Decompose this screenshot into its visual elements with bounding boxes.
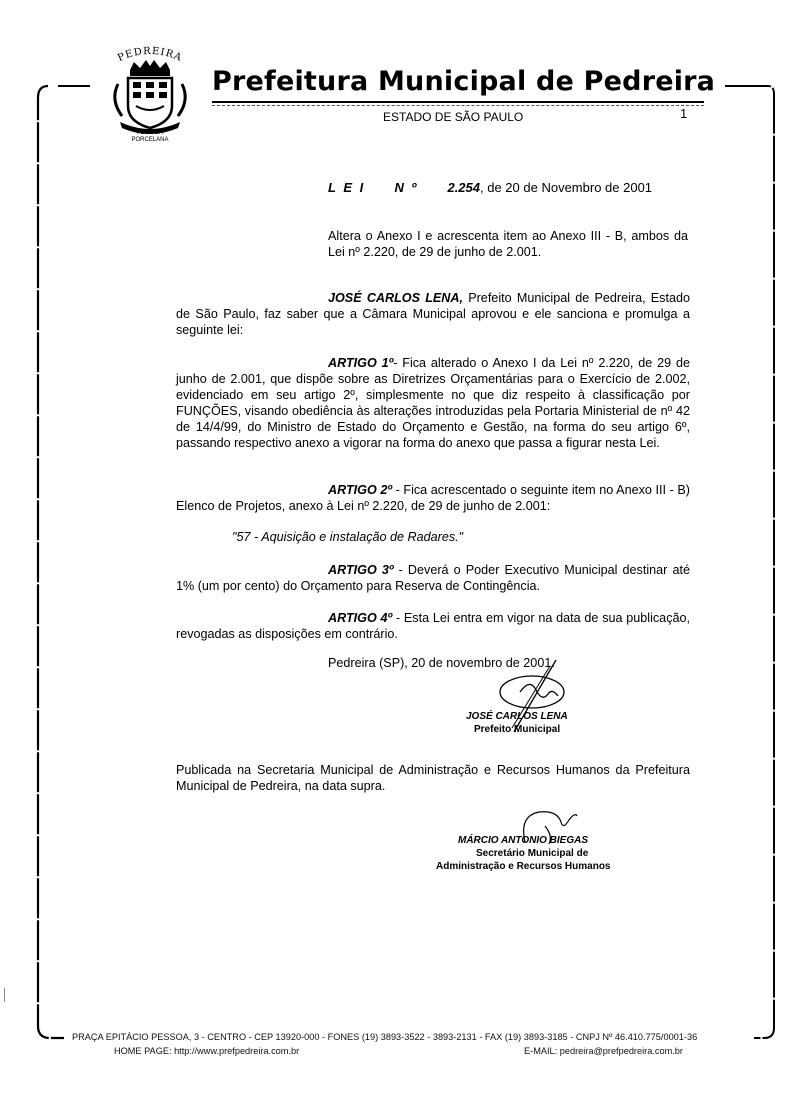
article-1-label: ARTIGO 1º xyxy=(328,356,394,370)
article-1 xyxy=(176,355,690,451)
crest-motto-line1: FLOR DA xyxy=(136,130,163,136)
title-underline-dashed xyxy=(212,105,704,107)
letterhead-title: Prefeitura Municipal de Pedreira xyxy=(212,66,716,97)
article-2-label: ARTIGO 2º xyxy=(328,483,392,497)
footer-address: PRAÇA EPITÁCIO PESSOA, 3 - CENTRO - CEP 13920-000 - FONES (19) 3893-3522 - 3893-2131 - FAX (19) 3893-3185 - CNPJ Nº 46.410.775/0001-36 xyxy=(72,1032,698,1042)
crest-motto-line2: PORCELANA xyxy=(131,137,169,143)
law-number-label: N º xyxy=(394,180,419,195)
law-summary: Altera o Anexo I e acrescenta item ao Anexo III - B, ambos da Lei nº 2.220, de 29 de junho de 2.001. xyxy=(328,229,688,259)
secretary-signature-role-1: Secretário Municipal de xyxy=(476,848,589,859)
mayor-signature-name: JOSÉ CARLOS LENA xyxy=(466,711,568,722)
secretary-signature-name: MÁRCIO ANTONIO BIEGAS xyxy=(458,835,589,846)
law-label: L E I xyxy=(328,180,366,195)
title-underline xyxy=(212,101,704,103)
footer-homepage: HOME PAGE: http://www.prefpedreira.com.br xyxy=(114,1046,300,1056)
article-2 xyxy=(176,482,690,514)
law-number: 2.254 xyxy=(447,180,481,195)
article-2-text: - Fica acrescentado o seguinte item no Anexo III - B) Elenco de Projetos, anexo à Lei nº 2.220, de 29 de junho de 2.001: xyxy=(176,483,690,513)
letterhead-subtitle: ESTADO DE SÃO PAULO xyxy=(383,110,524,124)
article-3-label: ARTIGO 3º xyxy=(328,563,394,577)
quoted-project-item: "57 - Aquisição e instalação de Radares." xyxy=(232,530,464,544)
municipal-crest xyxy=(100,44,200,148)
svg-text:PEDREIRA: PEDREIRA xyxy=(116,45,184,64)
article-4-text: - Esta Lei entra em vigor na data de sua publicação, revogadas as disposições em contrário. xyxy=(176,611,690,641)
article-1-text: - Fica alterado o Anexo I da Lei nº 2.220, de 29 de junho de 2.001, que dispõe sobre as Diretrizes Orçamentárias para o Exercício de 2.002, evidenciado em seu artigo 2º, simplesmente no que diz respeito à classificação por FUNÇÕES, visando obediência às alterações introduzidas pela Portaria Ministerial de nº 42 de 14/4/99, do Ministro de Estado do Orçamento e Gestão, na forma do seu artigo 6º, passando respectivo anexo a vigorar na forma do anexo que passa a figurar nesta Lei. xyxy=(176,356,690,450)
page-number: 1 xyxy=(680,106,688,121)
place-and-date: Pedreira (SP), 20 de novembro de 2001. xyxy=(328,656,555,670)
mayor-name: JOSÉ CARLOS LENA, xyxy=(328,291,463,305)
article-3-text: - Deverá o Poder Executivo Municipal destinar até 1% (um por cento) do Orçamento para Reserva de Contingência. xyxy=(176,563,690,593)
mayor-signature-role: Prefeito Municipal xyxy=(474,724,561,735)
article-4-label: ARTIGO 4º xyxy=(328,611,393,625)
footer-email: E-MAIL: pedreira@prefpedreira.com.br xyxy=(524,1046,683,1056)
publication-note: Publicada na Secretaria Municipal de Administração e Recursos Humanos da Prefeitura Municipal de Pedreira, na data supra. xyxy=(176,763,690,793)
preamble-text: Prefeito Municipal de Pedreira, Estado de São Paulo, faz saber que a Câmara Municipal aprovou e ele sanciona e promulga a seguinte lei: xyxy=(176,291,690,337)
law-date: , de 20 de Novembro de 2001 xyxy=(480,180,653,195)
article-3 xyxy=(176,562,690,594)
article-4 xyxy=(176,610,690,642)
preamble xyxy=(176,290,690,338)
law-heading xyxy=(328,180,652,195)
margin-mark xyxy=(4,988,5,1002)
secretary-signature-role-2: Administração e Recursos Humanos xyxy=(436,861,611,872)
